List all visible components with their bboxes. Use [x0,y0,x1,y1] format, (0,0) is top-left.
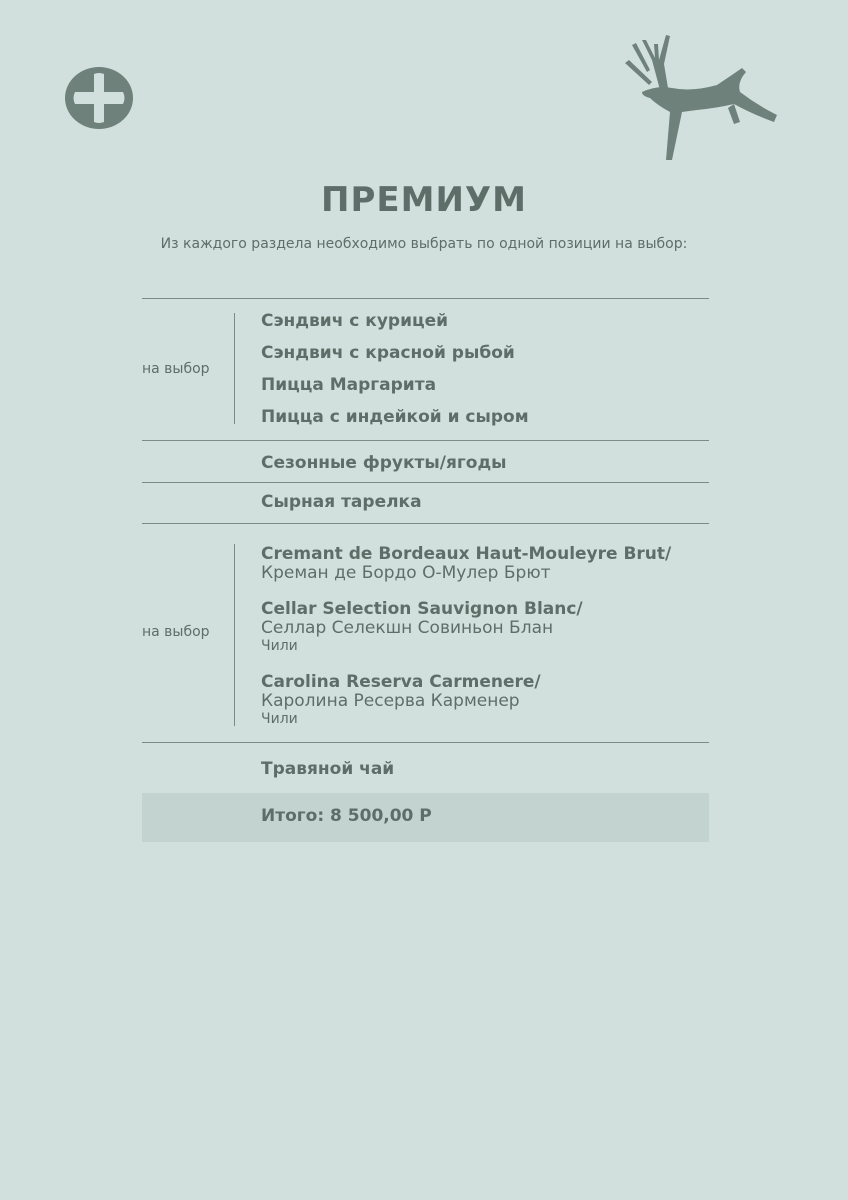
total-bar [142,793,709,842]
menu-list [142,298,709,793]
sun-wheel-icon [65,67,133,129]
wine-name-ru: Креман де Бордо О-Мулер Брют [261,563,551,583]
wine-name: Cellar Selection Sauvignon Blanc/ [261,599,583,619]
choice-label: на выбор [142,361,210,377]
list-item: Травяной чай [261,759,395,779]
choice-label: на выбор [142,624,210,640]
list-item: Пицца с индейкой и сыром [261,407,529,427]
wine-choice-section [142,524,709,742]
total-price: Итого: 8 500,00 Р [261,806,432,826]
deer-icon [622,30,782,165]
fruits-section [142,441,709,482]
section-divider [234,313,235,424]
list-item: Сырная тарелка [261,492,422,512]
list-item: Пицца Маргарита [261,375,437,395]
cheese-section [142,483,709,523]
food-choice-section [142,299,709,440]
list-item: Сэндвич с курицей [261,311,449,331]
page-subtitle: Из каждого раздела необходимо выбрать по одной позиции на выбор: [160,236,688,252]
wine-name: Carolina Reserva Carmenere/ [261,672,541,692]
wine-origin: Чили [261,711,298,727]
list-item: Сезонные фрукты/ягоды [261,453,507,473]
wine-name-ru: Каролина Ресерва Карменер [261,691,520,711]
wine-name-ru: Селлар Селекшн Совиньон Блан [261,618,554,638]
page-title: ПРЕМИУМ [321,180,527,220]
section-divider [234,544,235,726]
list-item: Сэндвич с красной рыбой [261,343,515,363]
wine-origin: Чили [261,638,298,654]
tea-section [142,743,709,793]
wine-name: Cremant de Bordeaux Haut-Mouleyre Brut/ [261,544,672,564]
